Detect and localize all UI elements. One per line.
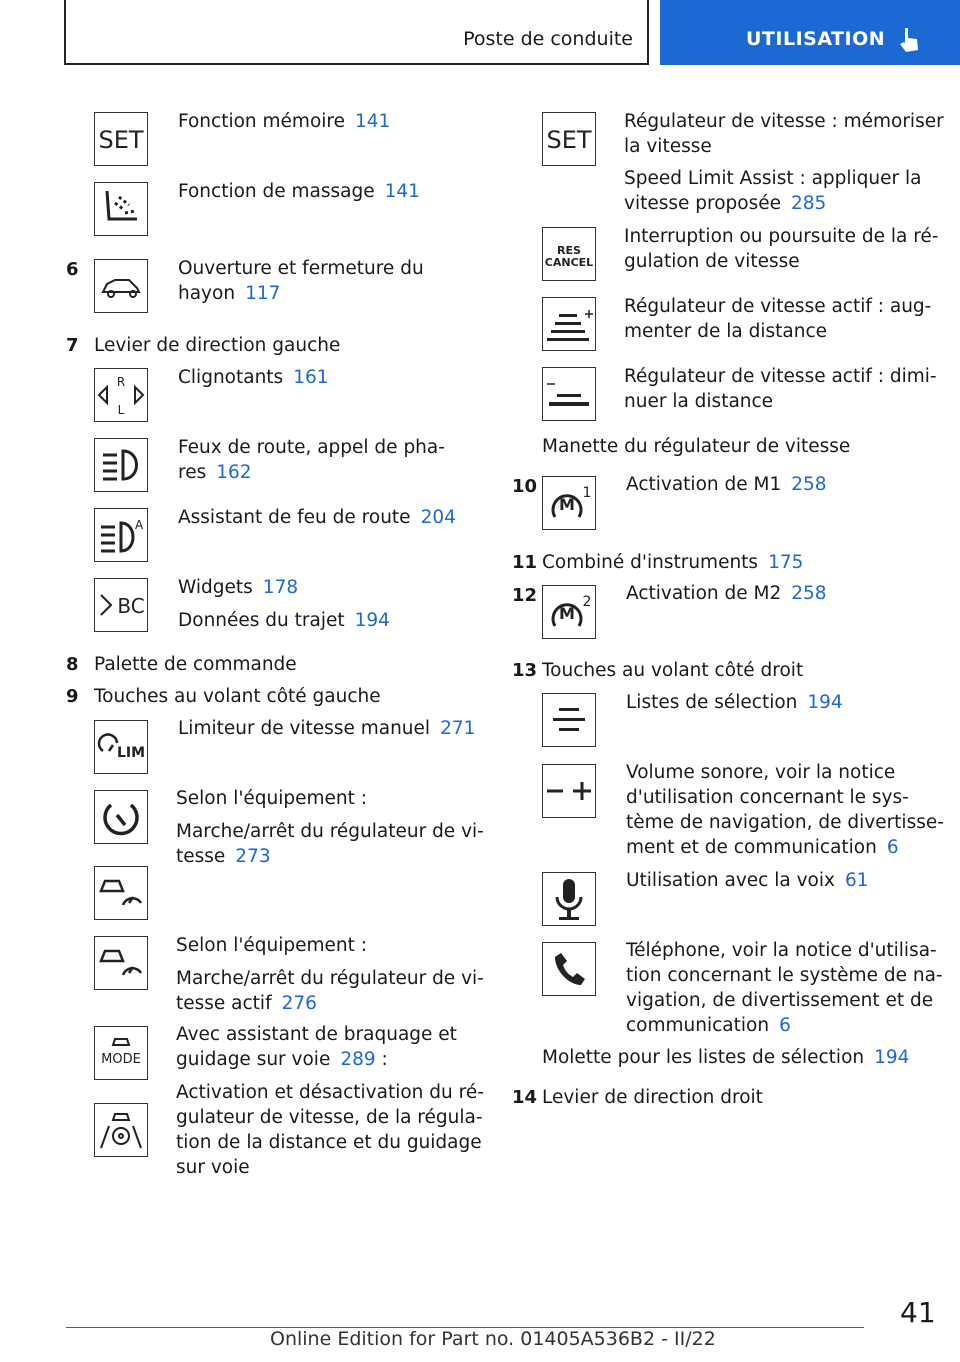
cruise-control-text: Selon l'équipement : Marche/arrêt du régulateur de vi- tesse 273	[176, 788, 484, 867]
item-number: 9	[66, 686, 79, 707]
distance-minus-text: Régulateur de vitesse actif : dimi- nuer la distance	[624, 366, 937, 412]
page-ref-link[interactable]: 258	[791, 583, 827, 604]
speed-limiter-icon	[94, 720, 148, 774]
item-number: 14	[512, 1087, 538, 1108]
item-number: 8	[66, 654, 79, 675]
cruise-control-icon	[94, 790, 148, 844]
widgets-text: Widgets 178 Données du trajet 194	[178, 577, 390, 631]
mode-button-icon	[94, 1026, 148, 1080]
header-section-title: Poste de conduite	[463, 28, 633, 50]
phone-text: Téléphone, voir la notice d'utilisa- tion concernant le système de na- vigation, de divertissement et de communication 6	[626, 940, 943, 1036]
svg-text:R: R	[116, 375, 126, 389]
high-beam-icon	[94, 438, 148, 492]
page-ref-link[interactable]: 276	[281, 993, 317, 1014]
m2-text: Activation de M2 258	[626, 583, 827, 604]
item-number: 7	[66, 335, 79, 356]
high-beam-assistant-text: Assistant de feu de route 204	[178, 507, 456, 528]
memory-function-text: Fonction mémoire 141	[178, 111, 391, 132]
svg-text:MODE: MODE	[101, 1052, 141, 1067]
page-ref-link[interactable]: 258	[791, 474, 827, 495]
svg-text:1: 1	[582, 485, 592, 501]
res-cancel-icon	[542, 227, 596, 281]
page-ref-link[interactable]: 204	[420, 507, 456, 528]
page-ref-link[interactable]: 273	[235, 846, 271, 867]
header-chapter-title: UTILISATION	[746, 28, 886, 50]
instrument-cluster-text: Combiné d'instruments 175	[542, 552, 804, 573]
svg-text:BC: BC	[117, 594, 145, 618]
page-ref-link[interactable]: 141	[384, 181, 420, 202]
svg-text:SET: SET	[98, 126, 144, 154]
control-pad-heading: Palette de commande	[94, 654, 297, 675]
item-number: 6	[66, 259, 79, 280]
svg-text:M: M	[559, 495, 575, 514]
page-ref-link[interactable]: 289	[340, 1049, 376, 1070]
page-ref-link[interactable]: 178	[262, 577, 299, 598]
lane-assist-text: Avec assistant de braquage et guidage sur voie 289 : Activation et désactivation du ré- gulateur de vitesse, de la régula- tion de la distance et du guidage sur voie	[176, 1024, 484, 1178]
turn-signal-icon	[94, 368, 148, 422]
phone-icon	[542, 942, 596, 996]
left-stalk-heading: Levier de direction gauche	[94, 335, 341, 356]
page-ref-link[interactable]: 117	[245, 283, 281, 304]
speed-limiter-text: Limiteur de vitesse manuel 271	[178, 718, 476, 739]
set-icon	[94, 112, 148, 166]
page-ref-link[interactable]: 6	[779, 1015, 791, 1036]
distance-minus-icon	[542, 367, 596, 421]
active-cruise-text: Selon l'équipement : Marche/arrêt du régulateur de vi- tesse actif 276	[176, 935, 484, 1014]
volume-plus-minus-icon	[542, 764, 596, 818]
list-icon	[542, 693, 596, 747]
page-ref-link[interactable]: 271	[440, 718, 476, 739]
svg-text:L: L	[117, 403, 125, 417]
page-ref-link[interactable]: 6	[886, 837, 899, 858]
m1-text: Activation de M1 258	[626, 474, 827, 495]
edition-footer: Online Edition for Part no. 01405A536B2 - II/22	[270, 1328, 716, 1350]
item-number: 11	[512, 552, 538, 573]
page-number: 41	[900, 1296, 936, 1329]
svg-text:SET: SET	[546, 126, 592, 154]
tailgate-text: Ouverture et fermeture du hayon 117	[178, 258, 424, 304]
high-beam-text: Feux de route, appel de pha- res 162	[178, 437, 445, 483]
header-section-box	[64, 0, 649, 65]
resume-text: Interruption ou poursuite de la ré- gulation de vitesse	[624, 226, 939, 272]
selection-lists-text: Listes de sélection 194	[626, 692, 843, 713]
volume-text: Volume sonore, voir la notice d'utilisation concernant le sys- tème de navigation, de divertisse- ment et de communication 6	[626, 762, 944, 858]
page-ref-link[interactable]: 61	[844, 870, 869, 891]
item-number: 10	[512, 476, 538, 497]
turn-signal-text: Clignotants 161	[178, 367, 329, 388]
microphone-icon	[542, 872, 596, 926]
left-steering-buttons-heading: Touches au volant côté gauche	[94, 686, 381, 707]
svg-text:LIM: LIM	[116, 745, 146, 761]
page-ref-link[interactable]: 285	[791, 193, 827, 214]
item-number: 12	[512, 585, 538, 606]
page-ref-link[interactable]: 194	[354, 610, 390, 631]
m1-icon	[542, 476, 596, 530]
svg-text:CANCEL: CANCEL	[544, 256, 594, 269]
seat-massage-icon	[94, 182, 148, 236]
page-ref-link[interactable]: 194	[807, 692, 843, 713]
page-ref-link[interactable]: 161	[293, 367, 329, 388]
right-steering-buttons-heading: Touches au volant côté droit	[542, 660, 804, 681]
active-cruise-icon	[94, 936, 148, 990]
set-icon	[542, 112, 596, 166]
thumbwheel-text: Molette pour les listes de sélection 194	[542, 1047, 910, 1068]
item-number: 13	[512, 660, 538, 681]
voice-control-text: Utilisation avec la voix 61	[626, 870, 869, 891]
active-cruise-icon	[94, 866, 148, 920]
svg-text:RES: RES	[557, 244, 581, 257]
hand-pointer-icon	[896, 26, 922, 54]
svg-text:2: 2	[582, 594, 592, 610]
cruise-rocker-text: Manette du régulateur de vitesse	[542, 436, 851, 457]
svg-text:M: M	[559, 604, 575, 623]
bc-button-icon	[94, 578, 148, 632]
svg-text:A: A	[135, 518, 144, 532]
page-ref-link[interactable]: 141	[354, 111, 391, 132]
header-chapter-box	[660, 0, 960, 65]
page-ref-link[interactable]: 175	[768, 552, 804, 573]
m2-icon	[542, 585, 596, 639]
distance-plus-text: Régulateur de vitesse actif : aug- menter de la distance	[624, 296, 932, 342]
steering-assist-icon	[94, 1103, 148, 1157]
distance-plus-icon	[542, 297, 596, 351]
high-beam-assistant-icon	[94, 508, 148, 562]
massage-function-text: Fonction de massage 141	[178, 181, 420, 202]
tailgate-icon	[94, 259, 148, 313]
page-ref-link[interactable]: 194	[874, 1047, 910, 1068]
page-ref-link[interactable]: 162	[216, 462, 252, 483]
set-speed-text: Régulateur de vitesse : mémoriser la vitesse Speed Limit Assist : appliquer la vitesse proposée 285	[624, 111, 944, 214]
right-stalk-heading: Levier de direction droit	[542, 1087, 763, 1108]
